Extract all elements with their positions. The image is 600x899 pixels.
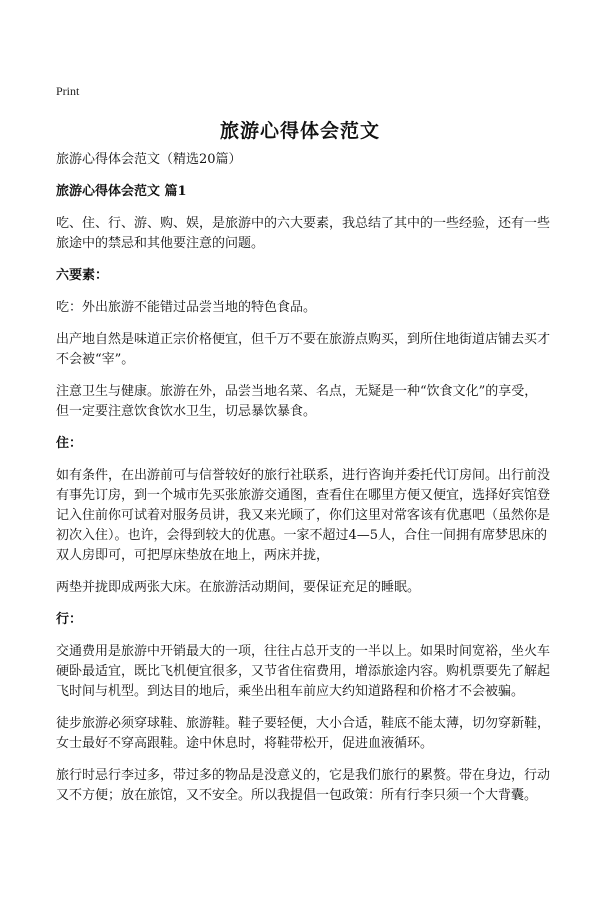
section-heading-six-elements: 六要素： [56,268,109,283]
paragraph-shoes: 徒步旅游必须穿球鞋、旅游鞋。鞋子要轻便，大小合适，鞋底不能太薄，切勿穿新鞋，女士最好不穿高跟鞋。途中休息时，将鞋带松开，促进血液循环。 [56,716,551,751]
paragraph-sleep: 两垫并拢即成两张大床。在旅游活动期间，要保证充足的睡眠。 [56,580,421,595]
section-heading-stay: 住： [56,436,83,451]
paragraph-hygiene: 注意卫生与健康。旅游在外，品尝当地名菜、名点，无疑是一种“饮食文化”的享受，但一定要注意饮食饮水卫生，切忌暴饮暴食。 [56,384,538,419]
paragraph-intro: 吃、住、行、游、购、娱，是旅游中的六大要素，我总结了其中的一些经验，还有一些旅途中的禁忌和其他要注意的问题。 [56,216,551,251]
page-title: 旅游心得体会范文 [219,120,380,142]
paragraph-eat: 吃：外出旅游不能错过品尝当地的特色食品。 [56,300,317,315]
paragraph-booking: 如有条件，在出游前可与信誉较好的旅行社联系，进行咨询并委托代订房间。出行前没有事先订房，到一个城市先买张旅游交通图，查看住在哪里方便又便宜，选择好宾馆登记入住前你可试着对服务员讲，我又来光顾了，你们这里对常客该有优惠吧（虽然你是初次入住）。也许，会得到较大的优惠。一家不超过4—5人，合住一间拥有席梦思床的双人房即可，可把厚床垫放在地上，两床并拢， [56,468,551,563]
paragraph-buy-local: 出产地自然是味道正宗价格便宜，但千万不要在旅游点购买，到所住地街道店铺去买才不会被“宰”。 [56,332,551,367]
document-subtitle: 旅游心得体会范文（精选20篇） [56,152,242,167]
paragraph-transport: 交通费用是旅游中开销最大的一项，往往占总开支的一半以上。如果时间宽裕，坐火车硬卧最适宜，既比飞机便宜很多，又节省住宿费用，增添旅途内容。购机票要先了解起飞时间与机型。到达目的地后，乘坐出租车前应大约知道路程和价格才不会被骗。 [56,644,551,699]
section-heading-travel: 行： [56,612,83,627]
print-label: Print [56,84,80,98]
paragraph-luggage: 旅行时忌行李过多，带过多的物品是没意义的，它是我们旅行的累赘。带在身边，行动又不方便；放在旅馆，又不安全。所以我提倡一包政策：所有行李只须一个大背囊。 [56,768,551,803]
section-heading-article-1: 旅游心得体会范文 篇1 [56,184,187,199]
document-body [56,150,550,818]
